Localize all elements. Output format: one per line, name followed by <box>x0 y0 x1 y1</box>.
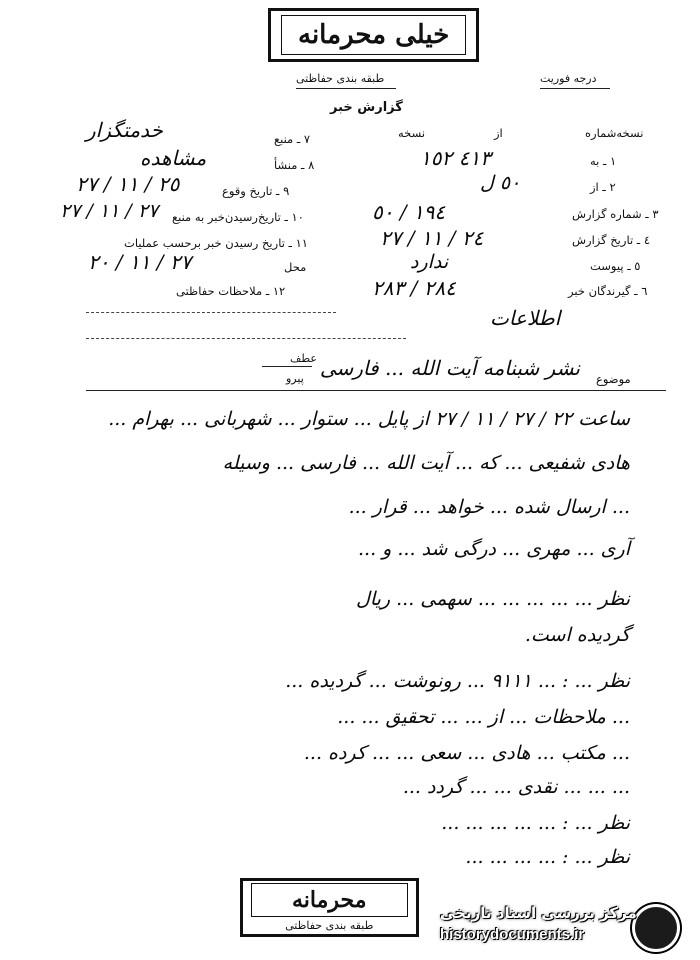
field-location-label: محل <box>284 260 307 274</box>
ref-label-2: پیرو <box>286 372 304 385</box>
body-line-11: نظر ... : ... ... ... ... ... <box>441 812 630 834</box>
copy-from-label: از <box>494 126 503 140</box>
subject-underline <box>86 390 666 391</box>
body-line-9: ... مکتب ... هادی ... سعی ... ... کرده ... <box>303 742 630 764</box>
body-line-10: ... ... ... نقدی ... ... گردد ... <box>402 776 630 798</box>
body-line-7: نظر ... : ... ٩١١١ ... رونوشت ... گردیده ... <box>285 670 630 692</box>
field-source-label: ٧ ـ منبع <box>274 132 311 146</box>
field-report-date-value: ٢٤ / ١١ / ٢٧ <box>380 226 484 250</box>
watermark-logo-icon <box>632 904 680 952</box>
field-to-value: ٤١٣ ١٥٢ <box>420 146 491 170</box>
field-from-label: ٢ ـ از <box>590 180 616 194</box>
watermark-line-2: historydocuments.ir <box>440 926 585 943</box>
field-to-label: ١ ـ به <box>590 154 617 168</box>
copy-label: نسخه <box>398 126 426 140</box>
field-attachment-value: ندارد <box>410 251 449 273</box>
left-divider-2 <box>86 338 406 339</box>
field-from-value: ٥٠ ل <box>480 172 521 194</box>
ref-separator <box>262 366 312 367</box>
body-line-1: ساعت ٢٢ / ٢٧ / ١١ / ٢٧ از پایل ... ستوار ... شهربانی ... بهرام ... <box>108 408 630 430</box>
classification-label: طبقه بندی حفاظتی <box>296 72 385 85</box>
body-line-12: نظر ... : ... ... ... ... <box>465 846 630 868</box>
top-classification-stamp <box>268 8 479 62</box>
field-report-date-label: ٤ ـ تاریخ گزارش <box>572 233 651 247</box>
field-origin-label: ٨ ـ منشأ <box>274 158 315 172</box>
field-occurrence-date-label: ٩ ـ تاریخ وقوع <box>222 184 290 198</box>
body-line-3: ... ارسال شده ... خواهد ... قرار ... <box>348 496 630 518</box>
top-stamp-text: خیلی محرمانه <box>281 15 466 55</box>
body-line-8: ... ملاحظات ... از ... ... تحقیق ... ... <box>337 706 630 728</box>
urgency-label: درجه فوریت <box>540 72 597 85</box>
report-title: گزارش خبر <box>330 100 403 115</box>
urgency-underline <box>540 88 610 89</box>
subject-value: نشر شبنامه آیت الله ... فارسی <box>319 356 580 380</box>
field-source-date-value: ٢٧ / ١١ / ٢٧ <box>60 200 159 222</box>
body-line-2: هادی شفیعی ... که ... آیت الله ... فارسی ... وسیله <box>222 452 630 474</box>
field-source-value: خدمتگزار <box>86 118 163 142</box>
field-report-number-value: ١٩٤ / ٥٠ <box>372 200 446 224</box>
left-divider-1 <box>86 312 336 313</box>
ref-label-1: عطف <box>290 352 317 365</box>
classification-underline <box>296 88 396 89</box>
field-source-date-label: ١٠ ـ تاریخ‌رسیدن‌خبر به منبع <box>172 210 304 224</box>
bottom-stamp-text: محرمانه <box>251 883 408 917</box>
field-operations-date-label: ١١ ـ تاریخ رسیدن خبر برحسب عملیات <box>124 236 308 250</box>
body-line-4: آری ... مهری ... درگی شد ... و ... <box>358 538 630 560</box>
body-line-5: نظر ... ... ... ... ... سهمی ... ریال <box>356 588 630 610</box>
extra-handwriting: اطلاعات <box>490 306 561 330</box>
field-origin-value: مشاهده <box>140 146 207 170</box>
field-attachment-label: ٥ ـ پیوست <box>590 259 641 273</box>
copy-number-label: نسخه‌شماره <box>585 126 644 140</box>
bottom-classification-label: طبقه بندی حفاظتی <box>285 919 374 932</box>
field-recipients-label: ٦ ـ گیرندگان خبر <box>568 284 648 298</box>
watermark-line-1: مرکز بررسی اسناد تاریخی <box>440 904 637 922</box>
field-recipients-value: ٢٨٤ / ٢٨٣ <box>372 276 456 300</box>
field-report-number-label: ٣ ـ شماره گزارش <box>572 207 659 221</box>
body-line-6: گردیده است. <box>524 624 630 646</box>
field-security-notes-label: ١٢ ـ ملاحظات حفاظتی <box>176 284 286 298</box>
field-location-value: ٢٧ / ١١ / ٢٠ <box>88 250 192 274</box>
subject-label: موضوع <box>596 372 631 386</box>
bottom-classification-stamp <box>240 878 419 937</box>
field-occurrence-date-value: ٢٥ / ١١ / ٢٧ <box>76 172 180 196</box>
